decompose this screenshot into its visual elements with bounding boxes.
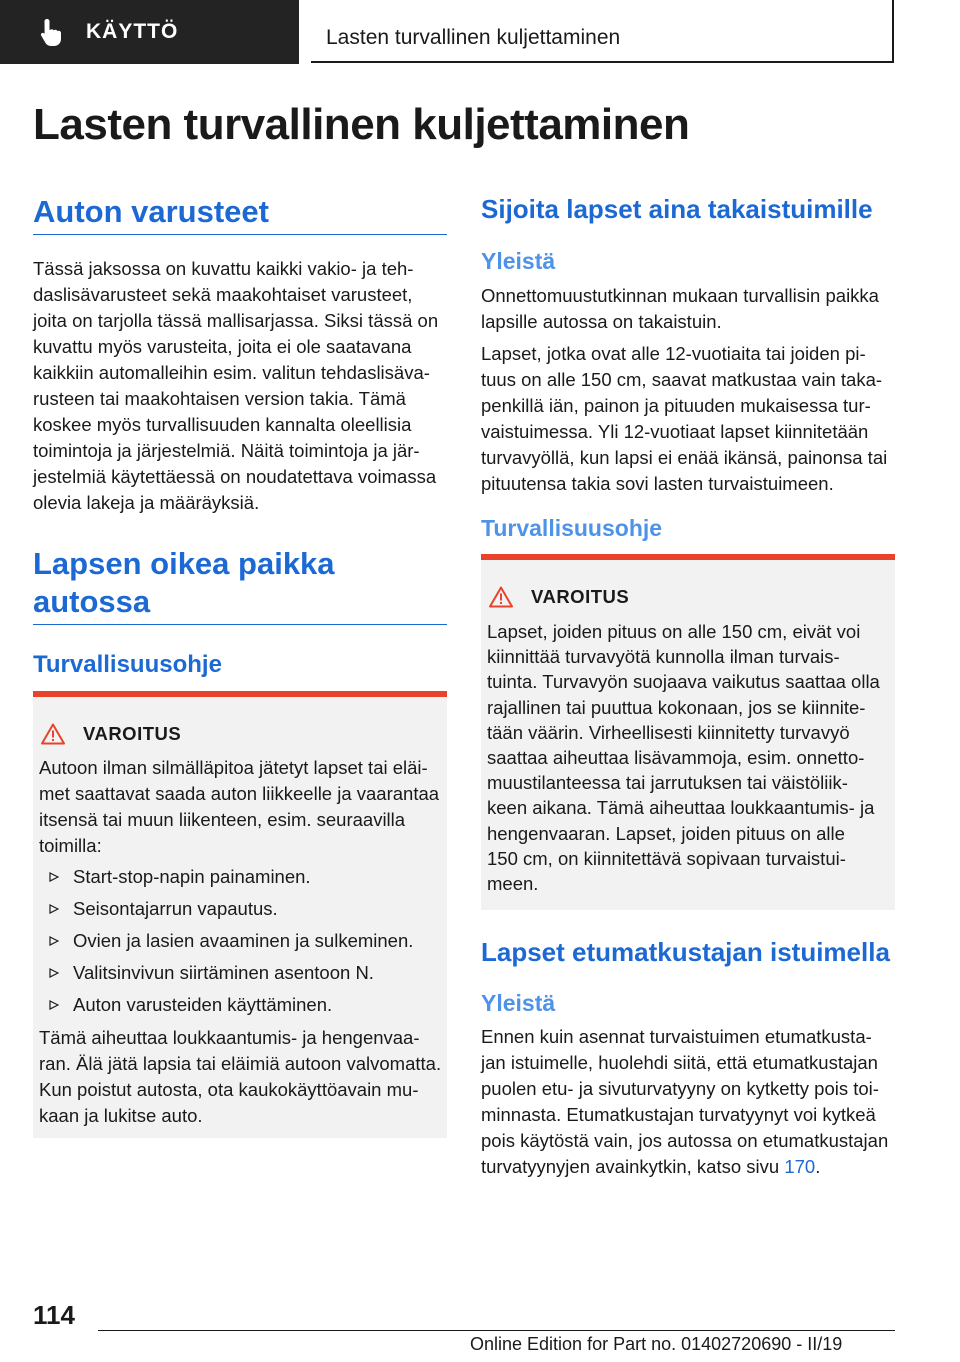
section-title-auton-varusteet: Auton varusteet — [33, 194, 269, 229]
triangle-bullet-icon — [49, 872, 59, 882]
warning-intro: Autoon ilman silmälläpitoa jätetyt lapset tai eläi- met saattavat saada auton liikkeelle ja vaarantaa itsensä tai muun liikenteen, esim. seuraavilla toimilla: — [39, 757, 440, 856]
footer-edition: Online Edition for Part no. 01402720690 - II/19 — [470, 1334, 843, 1354]
warning-box — [33, 691, 447, 1138]
paragraph: Ennen kuin asennat turvaistuimen etumatkusta- jan istuimelle, huolehdi siitä, että etumatkustajan puolen etu- ja sivuturvatyyny on kytketty pois toi- minnasta. Etumatkustajan turvatyynyt voi kytkeä pois käytöstä vain, jos autossa on etumatkustajan turvatyynyjen avainkytkin, katso sivu 170. — [481, 1026, 889, 1177]
footer-rule — [98, 1330, 895, 1331]
hand-touch-icon — [38, 17, 64, 47]
page-title: Lasten turvallinen kuljettaminen — [33, 100, 690, 149]
warning-header — [41, 723, 181, 745]
page-reference-link[interactable]: 170 — [784, 1156, 816, 1177]
page-number: 114 — [33, 1300, 75, 1330]
list-item: Valitsinvivun siirtäminen asentoon N. — [39, 957, 413, 989]
warning-triangle-icon — [41, 723, 65, 745]
subsection-title-yleista: Yleistä — [481, 248, 556, 274]
paragraph: Onnettomuustutkinnan mukaan turvallisin paikka lapsille autossa on takaistuin. — [481, 285, 879, 332]
subsection-title-turvallisuusohje: Turvallisuusohje — [481, 515, 663, 541]
chapter-header: Lasten turvallinen kuljettaminen — [311, 0, 894, 63]
section-rule — [33, 234, 447, 235]
warning-title: VAROITUS — [83, 723, 182, 744]
warning-title: VAROITUS — [531, 586, 630, 607]
triangle-bullet-icon — [49, 936, 59, 946]
list-item: Seisontajarrun vapautus. — [39, 893, 413, 925]
warning-box — [481, 554, 895, 910]
list-item: Ovien ja lasien avaaminen ja sulkeminen. — [39, 925, 413, 957]
paragraph: Lapset, jotka ovat alle 12-vuotiaita tai joiden pi- tuus on alle 150 cm, saavat matkustaa vain taka- penkillä iän, painon ja pituuden mukaisessa tur- vaistuimessa. Yli 12-vuotiaat lapset kiinnitetään turvavyöllä, kun lapsi ei enää ikänsä, painonsa tai pituutensa takia sovi lasten turvaistuimeen. — [481, 343, 888, 494]
section-label: KÄYTTÖ — [86, 20, 179, 43]
warning-outro: Tämä aiheuttaa loukkaantumis- ja hengenvaa- ran. Älä jätä lapsia tai eläimiä autoon valvomatta. Kun poistut autosta, ota kaukokäyttöavain mu- kaan ja lukitse auto. — [39, 1027, 442, 1126]
warning-text: Lapset, joiden pituus on alle 150 cm, eivät voi kiinnittää turvavyötä kunnolla ilman turvais- tuinta. Turvavyön suojaava vaikutus saattaa olla rajallinen tai puuttua kokonaan, jos se kiinnite- tään väärin. Virheellisesti kiinnitetty turvavyö saattaa aiheuttaa lisävammoja, esim. onnetto- muustilanteessa tai jarrutuksen tai väistöliik- keen aikana. Tämä aiheuttaa loukkaantumis- ja hengenvaaran. Lapset, joiden pituus on alle 150 cm, on kiinnitettävä sopivaan turvaistui- meen. — [487, 621, 880, 895]
warning-bullet-list — [39, 861, 413, 1021]
list-item: Auton varusteiden käyttäminen. — [39, 989, 413, 1021]
triangle-bullet-icon — [49, 968, 59, 978]
subsection-title-turvallisuusohje: Turvallisuusohje — [33, 651, 222, 678]
header-section-tab — [0, 0, 299, 64]
section-title-lapsen-oikea-paikka: Lapsen oikea paikka autossa — [33, 546, 335, 619]
section-title-lapset-etumatkustajan: Lapset etumatkustajan istuimella — [481, 937, 890, 967]
triangle-bullet-icon — [49, 904, 59, 914]
section-title-sijoita-lapset: Sijoita lapset aina takaistuimille — [481, 194, 873, 224]
section-rule — [33, 624, 447, 625]
triangle-bullet-icon — [49, 1000, 59, 1010]
warning-header — [489, 586, 629, 608]
warning-triangle-icon — [489, 586, 513, 608]
list-item: Start-stop-napin painaminen. — [39, 861, 413, 893]
subsection-title-yleista: Yleistä — [481, 990, 556, 1016]
intro-paragraph: Tässä jaksossa on kuvattu kaikki vakio- ja teh- daslisävarusteet sekä maakohtaiset varusteet, joita on tarjolla tässä mallisarjassa. Siksi tässä on kuvattu myös varusteita, joita ei ole saatavana kaikkiin automalleihin esim. valitun tehdaslisäva- rusteen tai maakohtaisen version takia. Tämä koskee myös turvallisuuden kannalta oleellisia toimintoja ja järjestelmiä. Näitä toimintoja ja jär- jestelmiä käytettäessä on noudatettava voimassa olevia lakeja ja määräyksiä. — [33, 258, 439, 513]
